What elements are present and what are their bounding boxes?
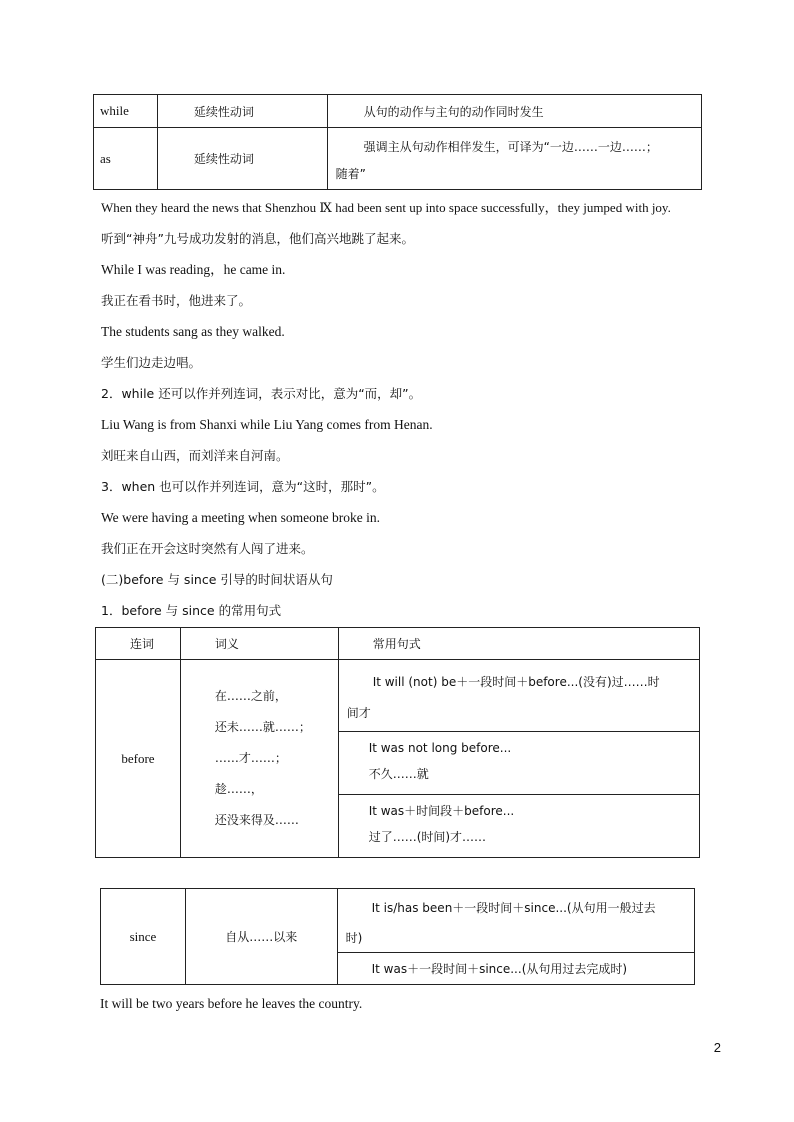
pattern-line: It is/has been＋一段时间＋since...(从句用一般过去: [371, 900, 656, 915]
pattern-line: 不久……就: [368, 766, 429, 781]
table-cell: since: [101, 889, 186, 985]
table-cell: while: [94, 95, 158, 128]
section-heading: (二)before 与 since 引导的时间状语从句: [101, 572, 333, 587]
example-sentence: Liu Wang is from Shanxi while Liu Yang comes from Henan.: [101, 417, 433, 432]
conjunction-table-1: [93, 94, 702, 190]
cell-line: 随着”: [335, 166, 366, 181]
pattern-line: 过了……(时间)才……: [368, 829, 487, 844]
table-cell: 延续性动词: [157, 128, 327, 190]
header-cell: 连词: [96, 628, 181, 660]
table-cell: It was＋一段时间＋since...(从句用过去完成时): [337, 953, 694, 985]
before-usage-table: [95, 627, 700, 858]
translation: 我们正在开会这时突然有人闯了进来。: [101, 541, 314, 556]
pattern-line: 间才: [346, 705, 371, 720]
table-row: [94, 128, 702, 190]
translation: 听到“神舟”九号成功发射的消息，他们高兴地跳了起来。: [101, 231, 414, 246]
example-sentence: It will be two years before he leaves the country.: [100, 996, 363, 1011]
meaning-line: 还没来得及……: [214, 813, 299, 827]
pattern-line: 时): [345, 930, 363, 945]
cell-line: 强调主从句动作相伴发生，可译为“一边……一边……；: [363, 139, 658, 154]
rule-heading: 2．while 还可以作并列连词，表示对比，意为“而，却”。: [101, 386, 422, 401]
example-sentence: When they heard the news that Shenzhou Ⅸ had been sent up into space successfully，they jumped with joy.: [101, 200, 671, 215]
table-cell: [338, 660, 699, 732]
example-sentence: We were having a meeting when someone broke in.: [101, 510, 380, 525]
meaning-line: ……才……；: [214, 751, 287, 765]
table-row: [101, 889, 695, 953]
translation: 我正在看书时，他进来了。: [101, 293, 252, 308]
subsection-heading: 1．before 与 since 的常用句式: [101, 603, 282, 618]
rule-heading: 3．when 也可以作并列连词，意为“这时，那时”。: [101, 479, 385, 494]
table-row: [96, 660, 700, 732]
table-cell: [180, 660, 338, 858]
meaning-line: 趁……，: [214, 782, 263, 796]
translation: 刘旺来自山西，而刘洋来自河南。: [101, 448, 289, 463]
header-cell: 词义: [180, 628, 338, 660]
table-row: [94, 95, 702, 128]
table-cell: 延续性动词: [157, 95, 327, 128]
example-sentence: While I was reading，he came in.: [101, 262, 286, 277]
table-cell: [338, 795, 699, 858]
translation: 学生们边走边唱。: [101, 355, 202, 370]
table-header-row: [96, 628, 700, 660]
page-number: 2: [713, 1040, 721, 1055]
table-cell: as: [94, 128, 158, 190]
table-cell: [338, 732, 699, 795]
meaning-line: 在……之前，: [214, 689, 287, 703]
table-cell: 从句的动作与主句的动作同时发生: [327, 95, 701, 128]
meaning-line: 还未……就……；: [214, 720, 311, 734]
table-cell: 自从……以来: [185, 889, 337, 985]
table-cell: [327, 128, 701, 190]
table-cell: before: [96, 660, 181, 858]
since-usage-table: [100, 888, 695, 985]
pattern-line: It was not long before...: [368, 740, 512, 755]
table-cell: [337, 889, 694, 953]
pattern-line: It was＋时间段＋before...: [368, 803, 515, 818]
example-sentence: The students sang as they walked.: [101, 324, 285, 339]
header-cell: 常用句式: [338, 628, 699, 660]
pattern-line: It will (not) be＋一段时间＋before...(没有)过……时: [372, 674, 660, 689]
